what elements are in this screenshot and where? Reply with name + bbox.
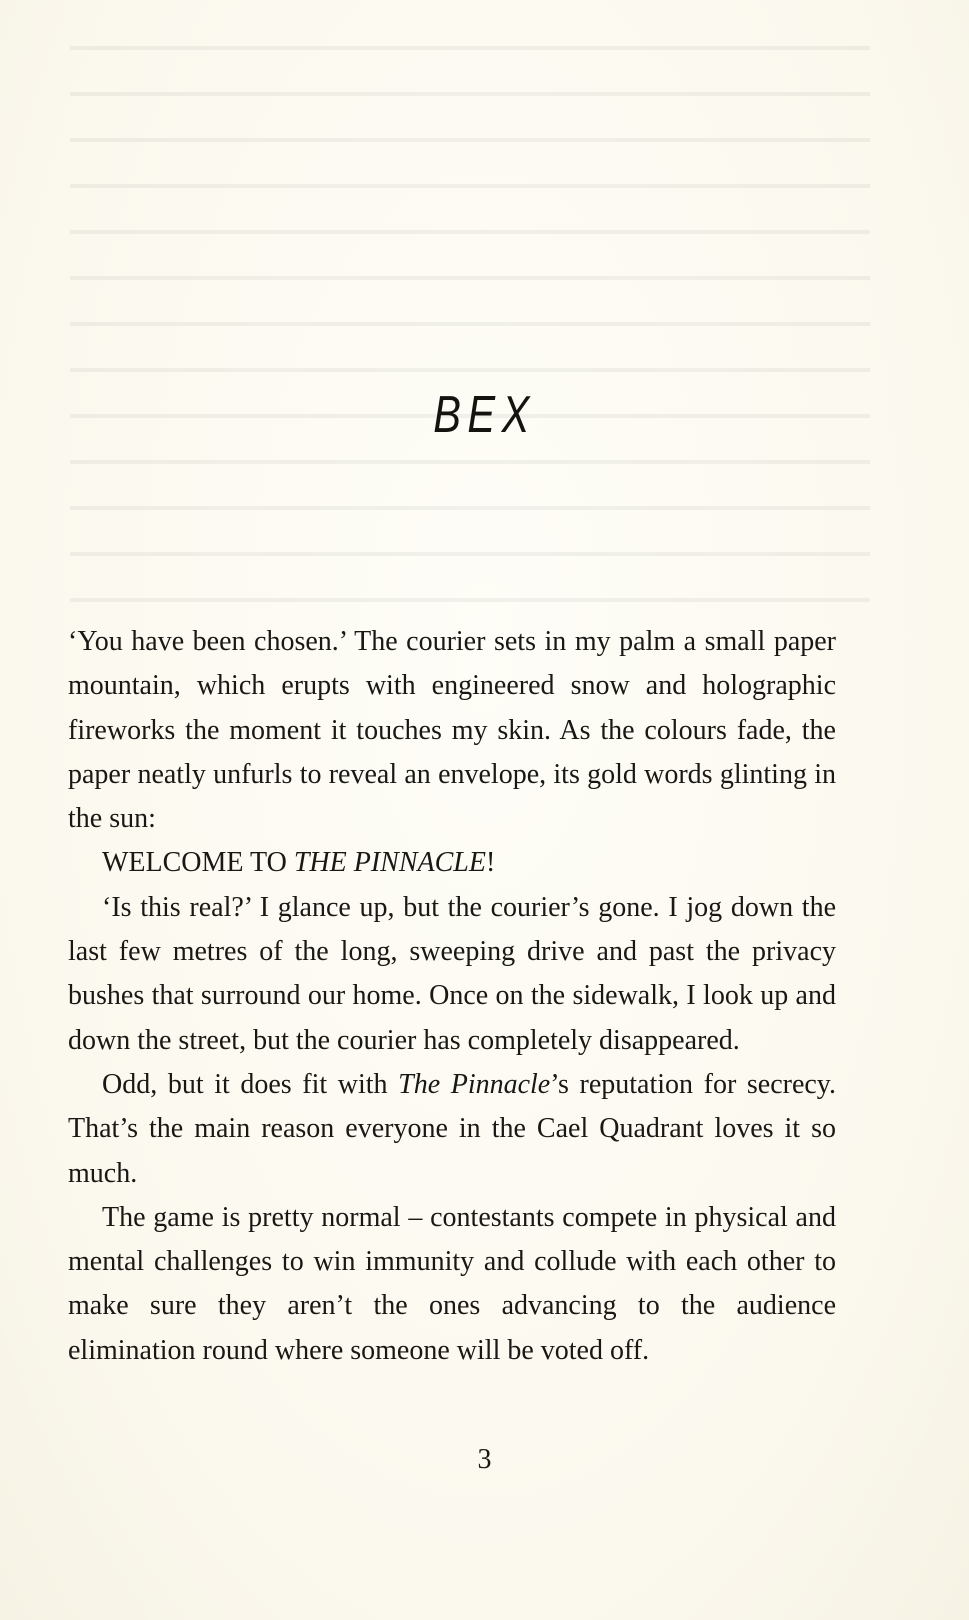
chapter-body xyxy=(68,620,836,1373)
paragraph xyxy=(68,841,836,885)
paragraph-italic-text: The Pinnacle xyxy=(398,1068,551,1100)
paragraph-text: ’s reputation for secrecy. That’s the main reason everyone in the Cael Quadrant loves it so much. xyxy=(68,1068,836,1189)
paragraph-text: WELCOME TO xyxy=(102,847,294,879)
page-number: 3 xyxy=(477,1444,492,1475)
paragraph xyxy=(68,1063,836,1196)
paragraph-text: ! xyxy=(485,847,496,879)
show-through-text xyxy=(70,20,870,620)
paragraph-italic-text: THE PINNACLE xyxy=(293,847,486,879)
paragraph-text: Odd, but it does fit with xyxy=(102,1068,399,1100)
chapter-title: BEX xyxy=(433,386,536,444)
paragraph: ‘Is this real?’ I glance up, but the courier’s gone. I jog down the last few metres of the long, sweeping drive and past the privacy bushes that surround our home. Once on the sidewalk, I look up and down the street, but the courier has completely disappeared. xyxy=(68,891,836,1056)
paragraph: ‘You have been chosen.’ The courier sets in my palm a small paper mountain, which erupts with engineered snow and holographic fireworks the moment it touches my skin. As the colours fade, the paper neatly unfurls to reveal an envelope, its gold words glinting in the sun: xyxy=(68,626,836,835)
paragraph: The game is pretty normal – contestants compete in physical and mental challenges to win immunity and collude with each other to make sure they aren’t the ones advancing to the audience elimination round where someone will be voted off. xyxy=(68,1201,836,1366)
